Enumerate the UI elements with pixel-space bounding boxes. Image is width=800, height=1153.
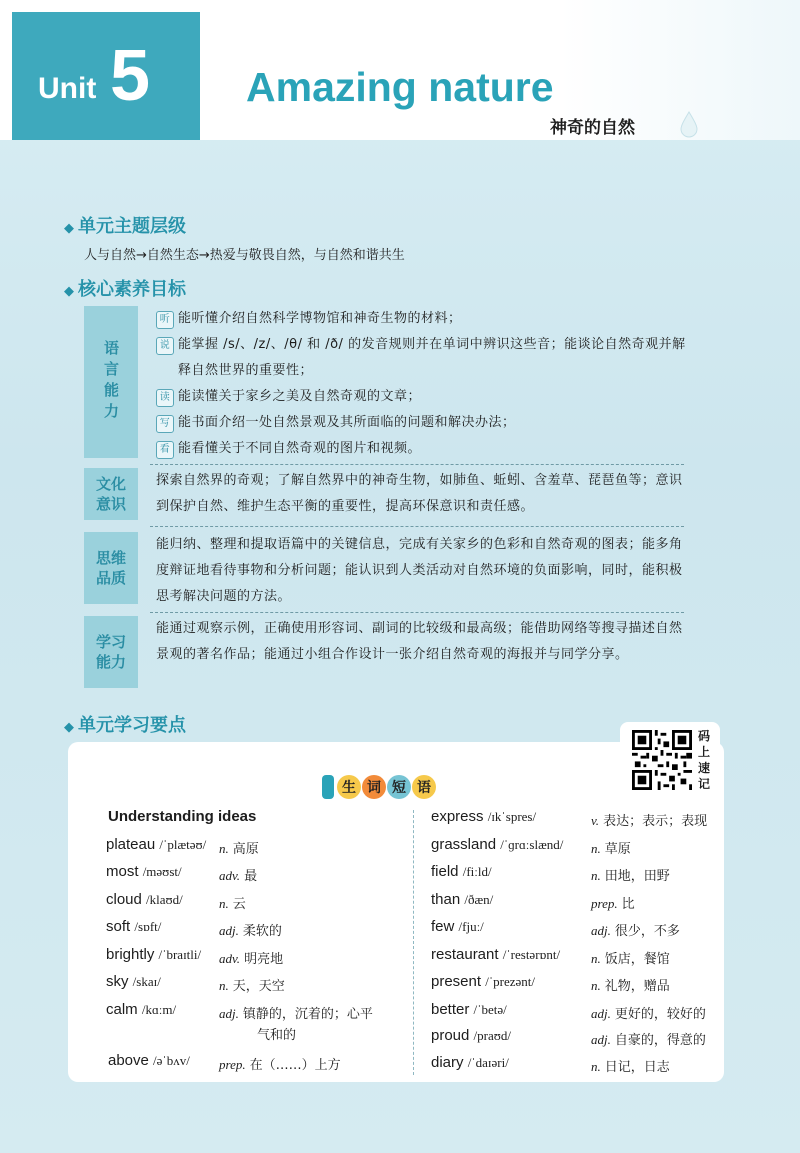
vocab-meaning: [591, 810, 707, 829]
vocab-meaning: [591, 893, 635, 912]
banner-char: 生: [337, 775, 361, 799]
vocab-word: [106, 836, 206, 853]
vocab-word: [108, 1052, 190, 1069]
write-icon: 写: [156, 415, 174, 433]
vocab-meaning-text: 明亮地: [244, 952, 284, 967]
goal-text-thinking: 能归纳、整理和提取语篇中的关键信息，完成有关家乡的色彩和自然奇观的图表；能多角度辩证地看待事物和分析问题；能认识到人类活动对自然环境的负面影响，同时，能积极思考解决问题的方法。: [156, 537, 683, 604]
vocab-phonetic: /əˈbʌv/: [153, 1053, 190, 1068]
goal-label-language-text: 语言能力: [102, 340, 120, 424]
vocab-phonetic: /fiːld/: [462, 864, 492, 879]
skill-item: [156, 384, 686, 410]
vocab-word-text: cloud: [106, 891, 142, 908]
vocab-phonetic: /kɑːm/: [141, 1002, 177, 1017]
goal-label-culture-line2: 意识: [95, 495, 126, 513]
vocab-word: [431, 891, 493, 908]
vocab-word: [106, 973, 161, 990]
skill-text: 能听懂介绍自然科学博物馆和神奇生物的材料；: [178, 311, 462, 326]
vocab-meaning: [219, 975, 285, 994]
skill-item: [156, 306, 686, 332]
qr-code-icon[interactable]: [632, 730, 692, 790]
vocab-phonetic: /ˈrestərɒnt/: [502, 947, 561, 962]
diamond-bullet-icon: ◆: [64, 284, 74, 299]
vocab-pos: n.: [591, 1059, 601, 1074]
vocab-meaning-text: 草原: [604, 842, 631, 857]
vocab-word-text: few: [431, 918, 455, 935]
vocab-meaning-text: 很少，不多: [614, 924, 680, 939]
vocab-meaning: [219, 893, 246, 912]
bookmark-icon: [322, 775, 334, 799]
vocab-phonetic: /klaʊd/: [146, 892, 183, 907]
goals-heading: [64, 275, 186, 301]
vocab-word: [431, 808, 536, 825]
vocab-phonetic: /məʊst/: [142, 864, 182, 879]
vocab-word-text: plateau: [106, 836, 156, 853]
vocab-word-text: field: [431, 863, 459, 880]
listen-icon: 听: [156, 311, 174, 329]
unit-number: 5: [110, 36, 151, 116]
qr-label-char: 码: [698, 729, 711, 743]
vocab-meaning: [219, 948, 283, 967]
vocab-word: [106, 863, 182, 880]
diamond-bullet-icon: ◆: [64, 720, 74, 735]
vocab-phonetic: /fjuː/: [458, 919, 484, 934]
vocab-pos: adj.: [591, 923, 611, 938]
vocab-pos: n.: [591, 868, 601, 883]
vocab-word-text: sky: [106, 973, 129, 990]
vocab-word: [431, 863, 492, 880]
vocab-phonetic: /ˈdaɪəri/: [467, 1055, 509, 1070]
vocab-meaning-text-cont: 气和的: [257, 1028, 297, 1043]
goal-label-culture: [84, 468, 138, 520]
vocab-phonetic: /ˈbraɪtli/: [158, 947, 202, 962]
skill-text: 能读懂关于家乡之美及自然奇观的文章；: [178, 389, 422, 404]
vocab-pos: n.: [219, 896, 229, 911]
vocab-pos: adj.: [591, 1006, 611, 1021]
vocab-meaning-text: 田地，田野: [604, 869, 670, 884]
vocab-section-title: Understanding ideas: [108, 808, 257, 825]
vocab-meaning-text: 最: [244, 869, 258, 884]
vocab-phonetic: /ɪkˈspres/: [487, 809, 537, 824]
theme-heading: [64, 212, 186, 238]
vocab-meaning-text: 天，天空: [232, 979, 285, 994]
goal-label-learning: [84, 616, 138, 688]
vocab-word-text: express: [431, 808, 484, 825]
vocab-pos: adv.: [219, 951, 241, 966]
vocab-word-text: calm: [106, 1001, 138, 1018]
vocab-word-text: restaurant: [431, 946, 499, 963]
vocab-pos: n.: [591, 978, 601, 993]
vocab-pos: adj.: [219, 1006, 239, 1021]
goal-text-culture: 探索自然界的奇观；了解自然界中的神奇生物，如肺鱼、蚯蚓、含羞草、琵琶鱼等；意识到保护自然、维护生态平衡的重要性，提高环保意识和责任感。: [156, 473, 683, 514]
read-icon: 读: [156, 389, 174, 407]
vocab-meaning-text: 比: [621, 897, 635, 912]
vocab-word-text: proud: [431, 1027, 470, 1044]
goal-text-learning: 能通过观察示例，正确使用形容词、副词的比较级和最高级；能借助网络等搜寻描述自然景观的著名作品；能通过小组合作设计一张介绍自然奇观的海报并与同学分享。: [156, 621, 683, 662]
unit-word: Unit: [38, 72, 97, 105]
goal-label-thinking-line1: 思维: [95, 549, 126, 567]
vocab-phonetic: /ðæn/: [464, 892, 494, 907]
goal-label-language: [84, 306, 138, 458]
vocab-word: [431, 836, 563, 853]
page-subtitle: 神奇的自然: [550, 118, 635, 138]
page-title: Amazing nature: [246, 64, 554, 110]
vocab-meaning: [591, 975, 670, 994]
theme-heading-text: 单元主题层级: [78, 216, 186, 237]
skill-text: 能掌握 /s/、/z/、/θ/ 和 /ð/ 的发音规则并在单词中辨识这些音；能谈论自然奇观并解释自然世界的重要性；: [178, 337, 686, 378]
vocab-word: [431, 973, 535, 990]
banner-char: 语: [412, 775, 436, 799]
vocab-meaning: [591, 948, 670, 967]
vocab-meaning-text: 更好的，较好的: [614, 1007, 706, 1022]
vocab-meaning: [591, 920, 680, 939]
vocab-phonetic: /skaɪ/: [132, 974, 161, 989]
vocab-word: [431, 1001, 507, 1018]
vocab-phonetic: /ˈplætəʊ/: [159, 837, 207, 852]
goal-label-culture-line1: 文化: [95, 475, 126, 493]
vocab-pos: n.: [591, 841, 601, 856]
view-icon: 看: [156, 441, 174, 459]
vocab-meaning: [591, 1003, 706, 1022]
goal-label-learning-line1: 学习: [95, 633, 126, 651]
vocab-meaning-text: 日记，日志: [604, 1060, 670, 1075]
vocab-meaning: [591, 1029, 706, 1048]
vocab-pos: prep.: [219, 1057, 246, 1072]
banner-char: 短: [387, 775, 411, 799]
vocab-word-text: diary: [431, 1054, 464, 1071]
qr-label-char: 速: [698, 761, 711, 775]
vocab-word: [106, 946, 201, 963]
vocab-meaning-text: 高原: [232, 842, 259, 857]
vocab-phonetic: /ˈprezənt/: [485, 974, 536, 989]
vocab-phonetic: /ˈɡrɑːslænd/: [500, 837, 564, 852]
vocab-meaning: [219, 1003, 373, 1046]
qr-label-char: 上: [698, 745, 711, 759]
vocab-meaning-text: 礼物，赠品: [604, 979, 670, 994]
vocab-word-text: grassland: [431, 836, 497, 853]
vocab-pos: prep.: [591, 896, 618, 911]
vocab-word-text: soft: [106, 918, 131, 935]
vocab-word: [106, 891, 183, 908]
vocab-word: [431, 1054, 509, 1071]
vocab-pos: adj.: [591, 1032, 611, 1047]
vocab-pos: adv.: [219, 868, 241, 883]
skill-text: 能书面介绍一处自然景观及其所面临的问题和解决办法；: [178, 415, 516, 430]
water-drop-icon: [678, 110, 700, 138]
goal-label-learning-line2: 能力: [95, 653, 126, 671]
vocab-word-text: above: [108, 1052, 149, 1069]
goal-label-thinking-line2: 品质: [95, 569, 126, 587]
goal-label-thinking: [84, 532, 138, 604]
vocab-pos: v.: [591, 813, 600, 828]
vocab-meaning: [591, 865, 670, 884]
vocab-meaning-text: 饭店，餐馆: [604, 952, 670, 967]
qr-code-panel[interactable]: [620, 722, 720, 800]
vocab-word: [431, 918, 484, 935]
divider: [150, 612, 684, 613]
diamond-bullet-icon: ◆: [64, 221, 74, 236]
skill-text: 能看懂关于不同自然奇观的图片和视频。: [178, 441, 422, 456]
vocab-pos: adj.: [219, 923, 239, 938]
vocab-meaning-text: 云: [232, 897, 246, 912]
theme-text: 人与自然→自然生态→热爱与敬畏自然，与自然和谐共生: [84, 248, 405, 263]
vocab-word: [106, 918, 161, 935]
vocab-meaning: [219, 838, 259, 857]
vocab-word: [106, 1001, 176, 1018]
goals-heading-text: 核心素养目标: [78, 279, 186, 300]
skill-item: [156, 332, 686, 384]
vocab-word-text: than: [431, 891, 461, 908]
vocab-word: [431, 946, 560, 963]
vocab-meaning: [219, 865, 257, 884]
vocab-meaning-text: 表达；表示；表现: [603, 814, 708, 829]
vocab-meaning: [219, 920, 282, 939]
divider: [150, 464, 684, 465]
banner-char: 词: [362, 775, 386, 799]
vocab-phonetic: /praʊd/: [473, 1028, 512, 1043]
vocab-meaning: [591, 838, 631, 857]
vocab-pos: n.: [591, 951, 601, 966]
language-skill-list: [156, 306, 686, 462]
vocab-word-text: better: [431, 1001, 470, 1018]
speak-icon: 说: [156, 337, 174, 355]
column-divider: [413, 810, 414, 1075]
skill-item: [156, 436, 686, 462]
vocab-phonetic: /sɒft/: [134, 919, 162, 934]
qr-label: [698, 728, 714, 792]
vocab-meaning-text: 镇静的，沉着的；心平: [242, 1007, 373, 1022]
vocab-meaning-text: 自豪的，得意的: [614, 1033, 706, 1048]
skill-item: [156, 410, 686, 436]
vocab-pos: n.: [219, 978, 229, 993]
vocab-meaning-text: 柔软的: [242, 924, 282, 939]
vocab-word-text: present: [431, 973, 482, 990]
divider: [150, 526, 684, 527]
vocab-banner: [322, 772, 437, 802]
vocab-meaning: [591, 1056, 670, 1075]
vocab-meaning: [219, 1054, 341, 1073]
qr-label-char: 记: [698, 777, 711, 791]
vocab-word-text: most: [106, 863, 139, 880]
vocab-meaning-text: 在（……）上方: [249, 1058, 341, 1073]
vocab-word-text: brightly: [106, 946, 155, 963]
vocab-phonetic: /ˈbetə/: [473, 1002, 507, 1017]
key-points-heading: [64, 711, 186, 737]
vocab-pos: n.: [219, 841, 229, 856]
vocab-word: [431, 1027, 511, 1044]
key-points-heading-text: 单元学习要点: [78, 715, 186, 736]
